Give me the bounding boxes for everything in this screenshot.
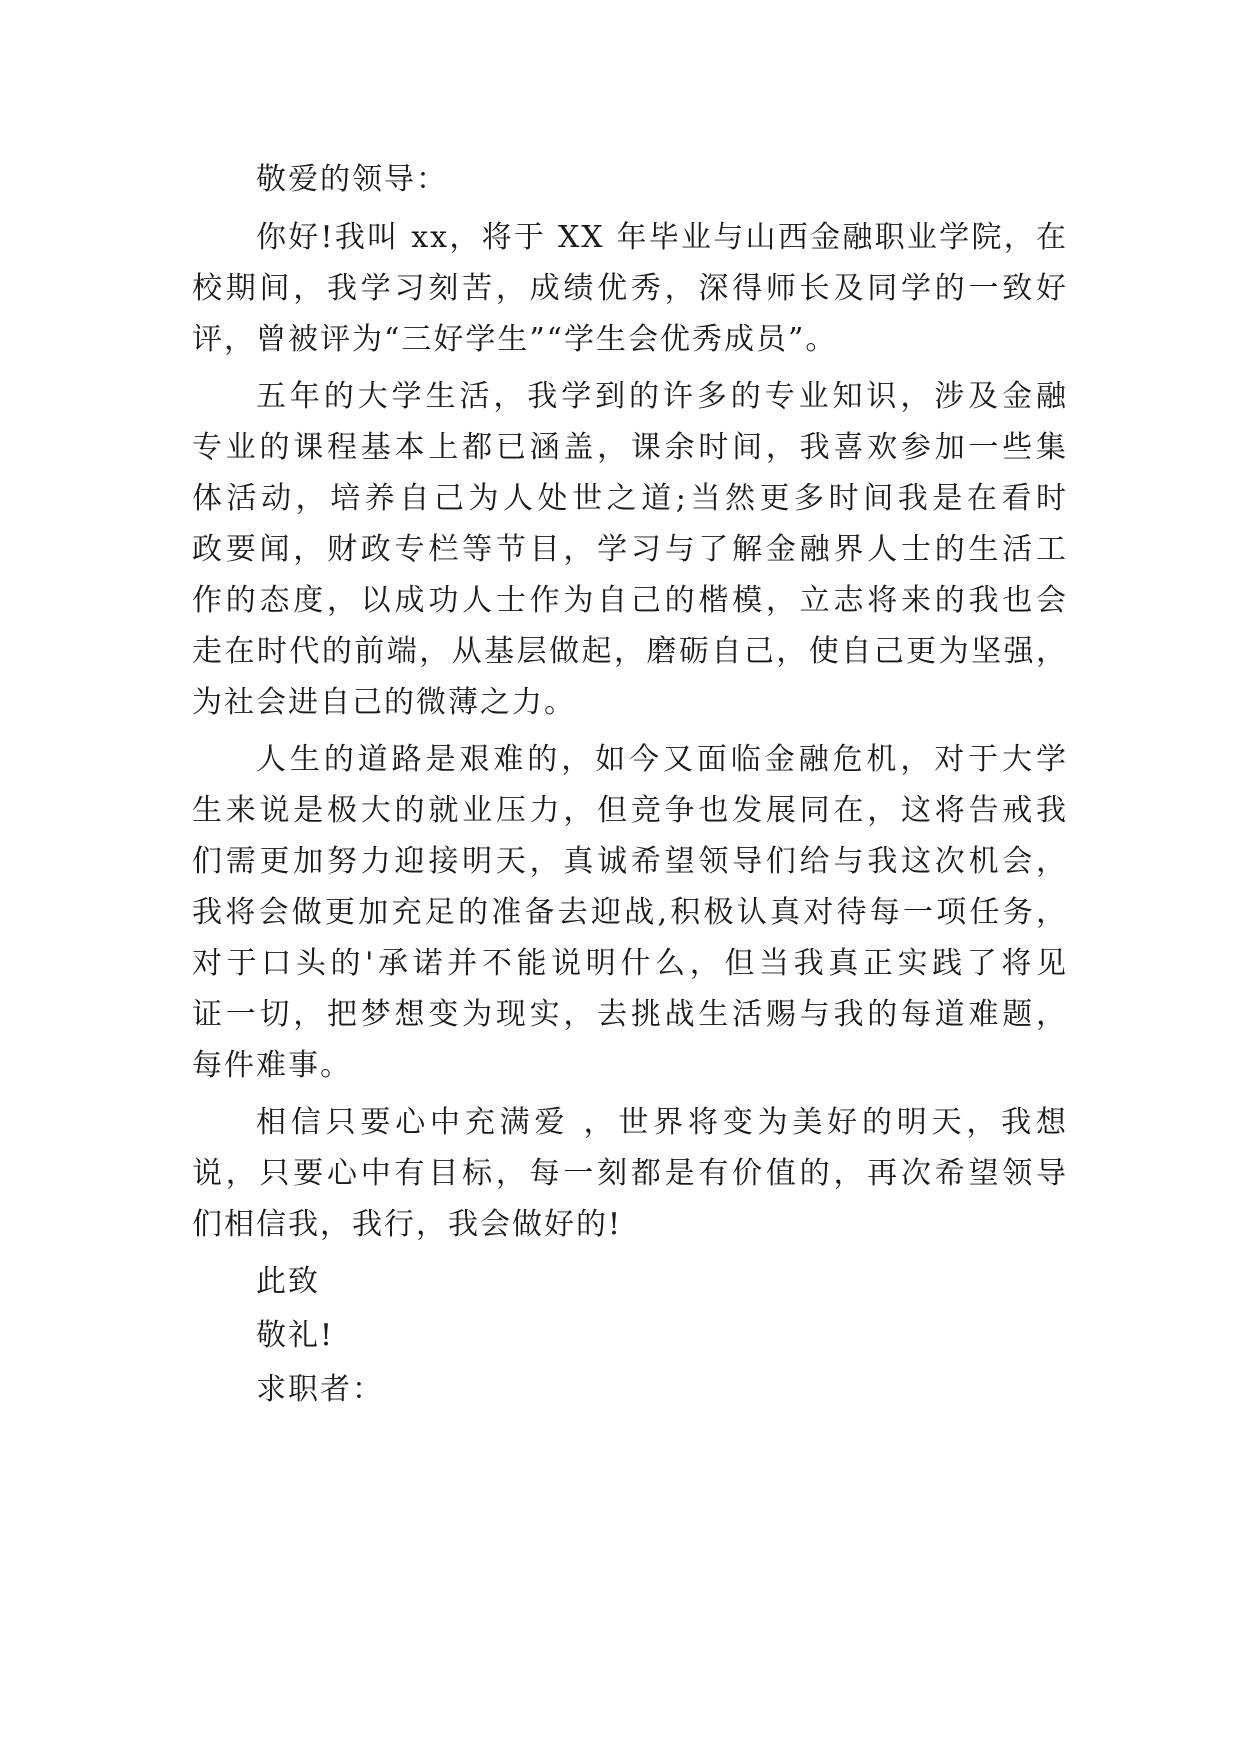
paragraph-4-line-3: 们相信我，我行，我会做好的! — [192, 1207, 623, 1242]
paragraph-2-line-7: 为社会进自己的微薄之力。 — [192, 685, 576, 720]
paragraph-2-line-1: 五年的大学生活，我学到的许多的专业知识，涉及金融 — [256, 379, 1068, 414]
paragraph-3-line-6: 证一切，把梦想变为现实，去挑战生活赐与我的每道难题， — [192, 997, 1068, 1032]
paragraph-1-line-3: 评，曾被评为“三好学生”“学生会优秀成员”。 — [192, 322, 838, 357]
closing-regards: 此致 — [256, 1264, 320, 1299]
paragraph-3-line-4: 我将会做更加充足的准备去迎战,积极认真对待每一项任务， — [192, 895, 1068, 930]
salutation: 敬爱的领导： — [256, 162, 448, 197]
paragraph-2-line-6: 走在时代的前端，从基层做起，磨砺自己，使自己更为坚强， — [192, 634, 1068, 669]
paragraph-2-line-2: 专业的课程基本上都已涵盖，课余时间，我喜欢参加一些集 — [192, 430, 1068, 465]
closing-salute: 敬礼! — [256, 1318, 335, 1353]
paragraph-3-line-3: 们需更加努力迎接明天，真诚希望领导们给与我这次机会， — [192, 844, 1068, 879]
paragraph-2-line-5: 作的态度，以成功人士作为自己的楷模，立志将来的我也会 — [192, 583, 1068, 618]
paragraph-1-line-2: 校期间，我学习刻苦，成绩优秀，深得师长及同学的一致好 — [192, 271, 1068, 306]
paragraph-3-line-7: 每件难事。 — [192, 1048, 352, 1083]
paragraph-2-line-3: 体活动，培养自己为人处世之道;当然更多时间我是在看时 — [192, 481, 1068, 516]
signature-label: 求职者： — [256, 1372, 384, 1407]
paragraph-4-line-2: 说，只要心中有目标，每一刻都是有价值的，再次希望领导 — [192, 1156, 1068, 1191]
paragraph-4-line-1: 相信只要心中充满爱 ，世界将变为美好的明天，我想 — [256, 1105, 1068, 1140]
paragraph-2-line-4: 政要闻，财政专栏等节目，学习与了解金融界人士的生活工 — [192, 532, 1068, 567]
paragraph-3-line-2: 生来说是极大的就业压力，但竞争也发展同在，这将告戒我 — [192, 793, 1068, 828]
paragraph-1-line-1: 你好!我叫 xx，将于 XX 年毕业与山西金融职业学院，在 — [256, 220, 1068, 255]
paragraph-3-line-5: 对于口头的'承诺并不能说明什么，但当我真正实践了将见 — [192, 946, 1068, 981]
paragraph-3-line-1: 人生的道路是艰难的，如今又面临金融危机，对于大学 — [256, 742, 1068, 777]
